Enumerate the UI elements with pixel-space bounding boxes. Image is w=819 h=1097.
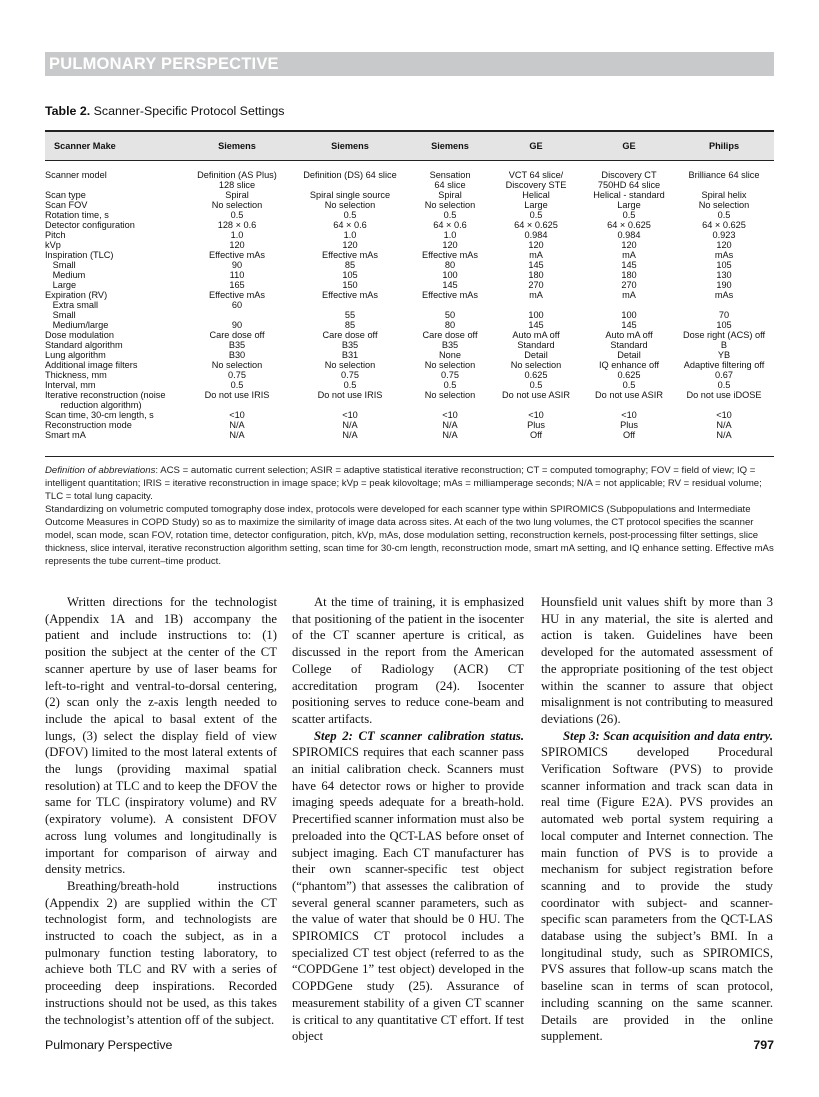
table-row (45, 180, 774, 190)
table-cell: 0.5 (443, 210, 457, 220)
table-cell: No selection (424, 200, 476, 210)
table-cell: 0.5 (717, 210, 731, 220)
table-row (45, 390, 774, 400)
table-cell: No selection (211, 360, 263, 370)
table-cell: 270 (621, 280, 637, 290)
table-cell: Care dose off (209, 330, 265, 340)
table-cell: Dose right (ACS) off (682, 330, 766, 340)
table-row (45, 330, 774, 340)
table-cell: N/A (442, 430, 458, 440)
step-2-heading: Step 2: CT scanner calibration status. (314, 728, 524, 743)
table-cell: 0.75 (341, 370, 359, 380)
table-cell: 70 (718, 310, 730, 320)
table-cell: Detail (524, 350, 548, 360)
table-cell: 105 (716, 320, 732, 330)
table-cell: Do not use IRIS (204, 390, 270, 400)
table-cell: 85 (344, 320, 356, 330)
table-row (45, 420, 774, 430)
table-cell: 1.0 (230, 230, 244, 240)
table-cell: 50 (444, 310, 456, 320)
row-label: Medium (45, 270, 86, 280)
table-cell: 0.5 (343, 210, 357, 220)
table-cell: 64 slice (434, 180, 466, 190)
table-cell: Detail (617, 350, 641, 360)
table-cell: 85 (344, 260, 356, 270)
paragraph (541, 728, 773, 1045)
table-cell: Definition (DS) 64 slice (303, 170, 397, 180)
table-cell: 100 (621, 310, 637, 320)
paragraph: Breathing/breath-hold instructions (Appendix 2) are supplied within the CT technologist form, and technologists are instructed to coach the subject, as in a pulmonary function testing laboratory, to achieve both TLC and RV with a series of proceeding deep inspirations. Recorded instructions should not be used, as this takes the technologist’s attention off of the subject. (45, 878, 277, 1027)
table-cell: 145 (621, 260, 637, 270)
body-column-2 (292, 594, 524, 1045)
table-cell: <10 (342, 410, 358, 420)
table-footnote (45, 464, 774, 568)
table-cell: 105 (342, 270, 358, 280)
table-cell: 0.5 (443, 380, 457, 390)
table-cell: 0.5 (717, 380, 731, 390)
row-label: Medium/large (45, 320, 109, 330)
table-row (45, 360, 774, 370)
table-cell: <10 (528, 410, 544, 420)
table-cell: VCT 64 slice/ (508, 170, 564, 180)
table-cell: 130 (716, 270, 732, 280)
table-cell: Effective mAs (422, 290, 478, 300)
row-label: Scan type (45, 190, 86, 200)
table-row (45, 240, 774, 250)
table-cell: 80 (444, 260, 456, 270)
table-row (45, 190, 774, 200)
row-label: Inspiration (TLC) (45, 250, 114, 260)
row-label: Rotation time, s (45, 210, 109, 220)
table-cell: B35 (441, 340, 459, 350)
table-cell: mAs (714, 250, 734, 260)
table-row (45, 380, 774, 390)
table-cell: 90 (231, 260, 243, 270)
page-number: 797 (753, 1038, 774, 1052)
table-cell: N/A (342, 430, 358, 440)
table-cell: None (439, 350, 461, 360)
table-cell: Spiral (438, 190, 462, 200)
row-label: Additional image filters (45, 360, 138, 370)
row-label: kVp (45, 240, 61, 250)
table-cell: 750HD 64 slice (597, 180, 661, 190)
table-cell: 100 (442, 270, 458, 280)
table-cell: 1.0 (443, 230, 457, 240)
table-row (45, 400, 774, 410)
table-column-header: Siemens (218, 141, 256, 151)
table-cell: 145 (621, 320, 637, 330)
step-3-text: SPIROMICS developed Procedural Verification Software (PVS) to provide scanner information and track scan data in real time (Figure E2A). PVS provides an automated web portal system requiring a local computer and Internet connection. The main function of PVS is to provide a mechanism for subject registration before scanning and to provide the study coordinator with subject- and scanner-specific scan parameters from the QCT-LAS database using the subject’s BMI. In a longitudinal study, such as SPIROMICS, PVS assures that follow-up scans match the baseline scan in terms of scan protocol, including scanning on the same scanner. Details are provided in the online supplement. (541, 745, 773, 1044)
table-cell: Discovery STE (505, 180, 567, 190)
row-label: Reconstruction mode (45, 420, 132, 430)
table-cell: YB (717, 350, 731, 360)
footnote-abbreviations (45, 464, 774, 503)
table-cell: N/A (229, 430, 245, 440)
footnote-abbrev-text: : ACS = automatic current selection; ASIR = adaptive statistical iterative reconstruction; CT = computed tomography; FOV = field of view; IQ = intelligent quantitation; IRIS = iterative reconstruction in image space; kVp = peak kilovoltage; mAs = milliamperage seconds; N/A = not applicable; RV = residual volume; TLC = total lung capacity. (45, 465, 762, 502)
table-caption (45, 104, 284, 118)
table-cell: No selection (698, 200, 750, 210)
table-cell: Spiral single source (309, 190, 391, 200)
table-cell: Helical - standard (593, 190, 665, 200)
table-cell: 0.5 (230, 380, 244, 390)
table-number: Table 2. (45, 104, 91, 118)
table-cell: Auto mA off (512, 330, 560, 340)
row-label: Pitch (45, 230, 66, 240)
table-row (45, 350, 774, 360)
table-cell: mA (529, 290, 543, 300)
table-cell: 64 × 0.625 (702, 220, 746, 230)
table-cell: Plus (527, 420, 545, 430)
table-row (45, 320, 774, 330)
row-label: Detector configuration (45, 220, 135, 230)
table-cell: 64 × 0.6 (333, 220, 367, 230)
body-column-1 (45, 594, 277, 1028)
table-column-header: Siemens (431, 141, 469, 151)
row-label: Interval, mm (45, 380, 96, 390)
table-cell: 110 (229, 270, 245, 280)
table-cell: No selection (324, 360, 376, 370)
table-cell: 0.923 (712, 230, 736, 240)
table-cell: 120 (342, 240, 358, 250)
table-column-header: Siemens (331, 141, 369, 151)
banner-text: PULMONARY PERSPECTIVE (49, 55, 279, 73)
row-label: Expiration (RV) (45, 290, 108, 300)
table-cell: 180 (528, 270, 544, 280)
table-cell: Off (622, 430, 636, 440)
table-cell: 0.5 (622, 210, 636, 220)
table-cell: Sensation (429, 170, 471, 180)
table-cell: 0.625 (524, 370, 548, 380)
table-cell: 145 (528, 260, 544, 270)
table-cell: Spiral (225, 190, 249, 200)
table-row (45, 220, 774, 230)
table-column-header: Scanner Make (54, 141, 116, 151)
footer-journal-section: Pulmonary Perspective (45, 1038, 173, 1052)
table-cell: No selection (510, 360, 562, 370)
table-cell: 0.75 (441, 370, 459, 380)
table-cell: Discovery CT (601, 170, 657, 180)
table-cell: <10 (229, 410, 245, 420)
table-cell: B31 (341, 350, 359, 360)
table-cell: Do not use ASIR (502, 390, 570, 400)
table-cell: 165 (229, 280, 245, 290)
table-cell: 150 (342, 280, 358, 290)
table-cell: 0.5 (343, 380, 357, 390)
table-cell: 120 (442, 240, 458, 250)
table-cell: <10 (716, 410, 732, 420)
table-cell: 0.984 (617, 230, 641, 240)
table-cell: mAs (714, 290, 734, 300)
row-label: Scan time, 30-cm length, s (45, 410, 154, 420)
table-row (45, 280, 774, 290)
section-banner (45, 52, 774, 76)
table-cell: 0.5 (230, 210, 244, 220)
row-label: Scan FOV (45, 200, 88, 210)
table-cell: mA (622, 290, 636, 300)
row-label: Small (45, 310, 76, 320)
table-cell: Do not use IRIS (317, 390, 383, 400)
table-row (45, 310, 774, 320)
table-row (45, 340, 774, 350)
table-cell: 64 × 0.625 (607, 220, 651, 230)
row-label: Standard algorithm (45, 340, 123, 350)
table-cell: N/A (229, 420, 245, 430)
table-cell: 190 (716, 280, 732, 290)
row-label: Dose modulation (45, 330, 114, 340)
table-cell: B (720, 340, 728, 350)
table-cell: 0.67 (715, 370, 733, 380)
table-cell: Large (617, 200, 641, 210)
table-cell: Plus (620, 420, 638, 430)
table-cell: 100 (528, 310, 544, 320)
table-cell: B35 (228, 340, 246, 350)
row-label: Scanner model (45, 170, 107, 180)
table-column-header: GE (622, 141, 636, 151)
paragraph (292, 728, 524, 1045)
table-cell: 0.984 (524, 230, 548, 240)
table-cell: 120 (716, 240, 732, 250)
table-cell: <10 (442, 410, 458, 420)
table-row (45, 230, 774, 240)
table-cell: mA (529, 250, 543, 260)
row-label: Small (45, 260, 76, 270)
table-cell: 0.5 (622, 380, 636, 390)
table-cell: Effective mAs (422, 250, 478, 260)
table-cell: Spiral helix (701, 190, 747, 200)
table-cell: Standard (517, 340, 555, 350)
row-label: Lung algorithm (45, 350, 106, 360)
table-cell: 80 (444, 320, 456, 330)
table-row (45, 250, 774, 260)
table-cell: Effective mAs (209, 290, 265, 300)
paragraph: Written directions for the technologist (Appendix 1A and 1B) accompany the patient and include instructions to: (1) position the subject at the center of the CT scanner aperture by use of laser beams for left-to-right and ventral-to-dorsal centering, (2) scan only the z-axis length needed to include the apical to basal extent of the lungs, (3) select the display field of view (DFOV) limited to the most lateral extents of the lungs (providing maximal spatial resolution) at TLC and to keep the DFOV the same for TLC (inspiratory volume) and RV (expiratory volume). A consistent DFOV across lung volumes and longitudinally is important for comparison of airway and density metrics. (45, 595, 277, 877)
row-label: Thickness, mm (45, 370, 107, 380)
footnote-standardizing: Standardizing on volumetric computed tomography dose index, protocols were developed for each scanner type within SPIROMICS (Subpopulations and Intermediate Outcome Measures in COPD Study) so as to maximize the similarity of image data across sites. At each of the two lung volumes, the CT protocol specifies the scanner model, scan mode, scan FOV, rotation time, detector configuration, pitch, kVp, mAs, dose modulation setting, reconstruction kernels, post-processing filter settings, slice thickness, slice interval, iterative reconstruction algorithm setting, scan time for 30-cm length, reconstruction mode, smart mA setting, and IQ enhance setting. Effective mAs represents the tube current–time product. (45, 504, 774, 567)
table-cell: 64 × 0.6 (433, 220, 467, 230)
table-cell: No selection (211, 200, 263, 210)
table-cell: Care dose off (422, 330, 478, 340)
table-cell: N/A (716, 420, 732, 430)
row-label: Extra small (45, 300, 99, 310)
table-cell: N/A (442, 420, 458, 430)
step-2-text: SPIROMICS requires that each scanner pass an initial calibration check. Scanners must have 64 detector rows or higher to provide imaging speeds adequate for a breath-hold. Precertified scanner information must also be preloaded into the QCT-LAS before onset of subject imaging. Each CT manufacturer has their own scanner-specific test object (“phantom”) that assesses the calibration of several general scanner parameters, such as the value of water that should be 0 HU. The SPIROMICS CT protocol includes a specialized CT test object (referred to as the “COPDGene 1” test object) developed in the COPDGene study (25). Assurance of measurement stability of a given CT scanner is critical to any quantitative CT effort. If test object (292, 745, 524, 1044)
table-cell: 145 (442, 280, 458, 290)
table-cell: 128 slice (218, 180, 256, 190)
table-cell: Adaptive filtering off (683, 360, 765, 370)
table-cell: 270 (528, 280, 544, 290)
table-cell: Do not use iDOSE (686, 390, 762, 400)
table-cell: 0.625 (617, 370, 641, 380)
step-3-heading: Step 3: Scan acquisition and data entry. (563, 728, 773, 743)
paragraph: Hounsfield unit values shift by more than 3 HU in any material, the site is alerted and action is taken. Guidelines have been developed for the automated assessment of the appropriate positioning of the test object within the scanner to assure that object misalignment is not contributing to measured deviations (26). (541, 595, 773, 726)
table-cell: Care dose off (322, 330, 378, 340)
table-cell: 180 (621, 270, 637, 280)
table-bottom-rule (45, 456, 774, 457)
table-cell: Large (524, 200, 548, 210)
table-cell: 0.5 (529, 380, 543, 390)
table-cell: 0.5 (529, 210, 543, 220)
table-row (45, 200, 774, 210)
table-cell: Effective mAs (322, 250, 378, 260)
table-cell: Effective mAs (209, 250, 265, 260)
table-cell: 128 × 0.6 (217, 220, 257, 230)
table-cell: Brilliance 64 slice (688, 170, 760, 180)
paragraph: At the time of training, it is emphasized that positioning of the patient in the isocenter of the CT scanner aperture is critical, as discussed in the report from the American College of Radiology (ACR) CT accreditation program (24). Isocenter positioning serves to reduce cone-beam and scatter artifacts. (292, 595, 524, 726)
table-cell: 55 (344, 310, 356, 320)
table-cell: B30 (228, 350, 246, 360)
table-cell: IQ enhance off (598, 360, 660, 370)
table-cell: 120 (621, 240, 637, 250)
table-cell: 0.75 (228, 370, 246, 380)
table-cell: 120 (229, 240, 245, 250)
table-cell: Do not use ASIR (595, 390, 663, 400)
table-cell: 120 (528, 240, 544, 250)
table-cell: Helical (522, 190, 550, 200)
table-cell: 1.0 (343, 230, 357, 240)
table-column-header: GE (529, 141, 543, 151)
row-label: Iterative reconstruction (noise (45, 390, 166, 400)
table-row (45, 410, 774, 420)
table-header (45, 132, 774, 161)
table-row (45, 300, 774, 310)
table-row (45, 270, 774, 280)
row-label: Large (45, 280, 77, 290)
row-label: Smart mA (45, 430, 86, 440)
table-row (45, 170, 774, 180)
table-cell: 60 (231, 300, 243, 310)
footnote-label: Definition of abbreviations (45, 465, 156, 476)
table-cell: No selection (424, 360, 476, 370)
table-row (45, 430, 774, 440)
table-cell: mA (622, 250, 636, 260)
table-body (45, 170, 774, 440)
table-row (45, 210, 774, 220)
table-cell: 90 (231, 320, 243, 330)
row-label: reduction algorithm) (45, 400, 142, 410)
table-cell: 145 (528, 320, 544, 330)
table-cell: No selection (424, 390, 476, 400)
table-cell: Definition (AS Plus) (197, 170, 277, 180)
table-cell: <10 (621, 410, 637, 420)
table-cell: N/A (342, 420, 358, 430)
table-column-header: Philips (708, 141, 740, 151)
table-cell: Off (529, 430, 543, 440)
table-cell: 105 (716, 260, 732, 270)
table-cell: No selection (324, 200, 376, 210)
table-cell: Effective mAs (322, 290, 378, 300)
table-cell: B35 (341, 340, 359, 350)
table-cell: Auto mA off (605, 330, 653, 340)
table-cell: 64 × 0.625 (514, 220, 558, 230)
table-row (45, 370, 774, 380)
table-row (45, 260, 774, 270)
table-title: Scanner-Specific Protocol Settings (93, 104, 285, 118)
table-row (45, 290, 774, 300)
body-column-3 (541, 594, 773, 1045)
table-cell: Standard (610, 340, 648, 350)
table-cell: N/A (716, 430, 732, 440)
